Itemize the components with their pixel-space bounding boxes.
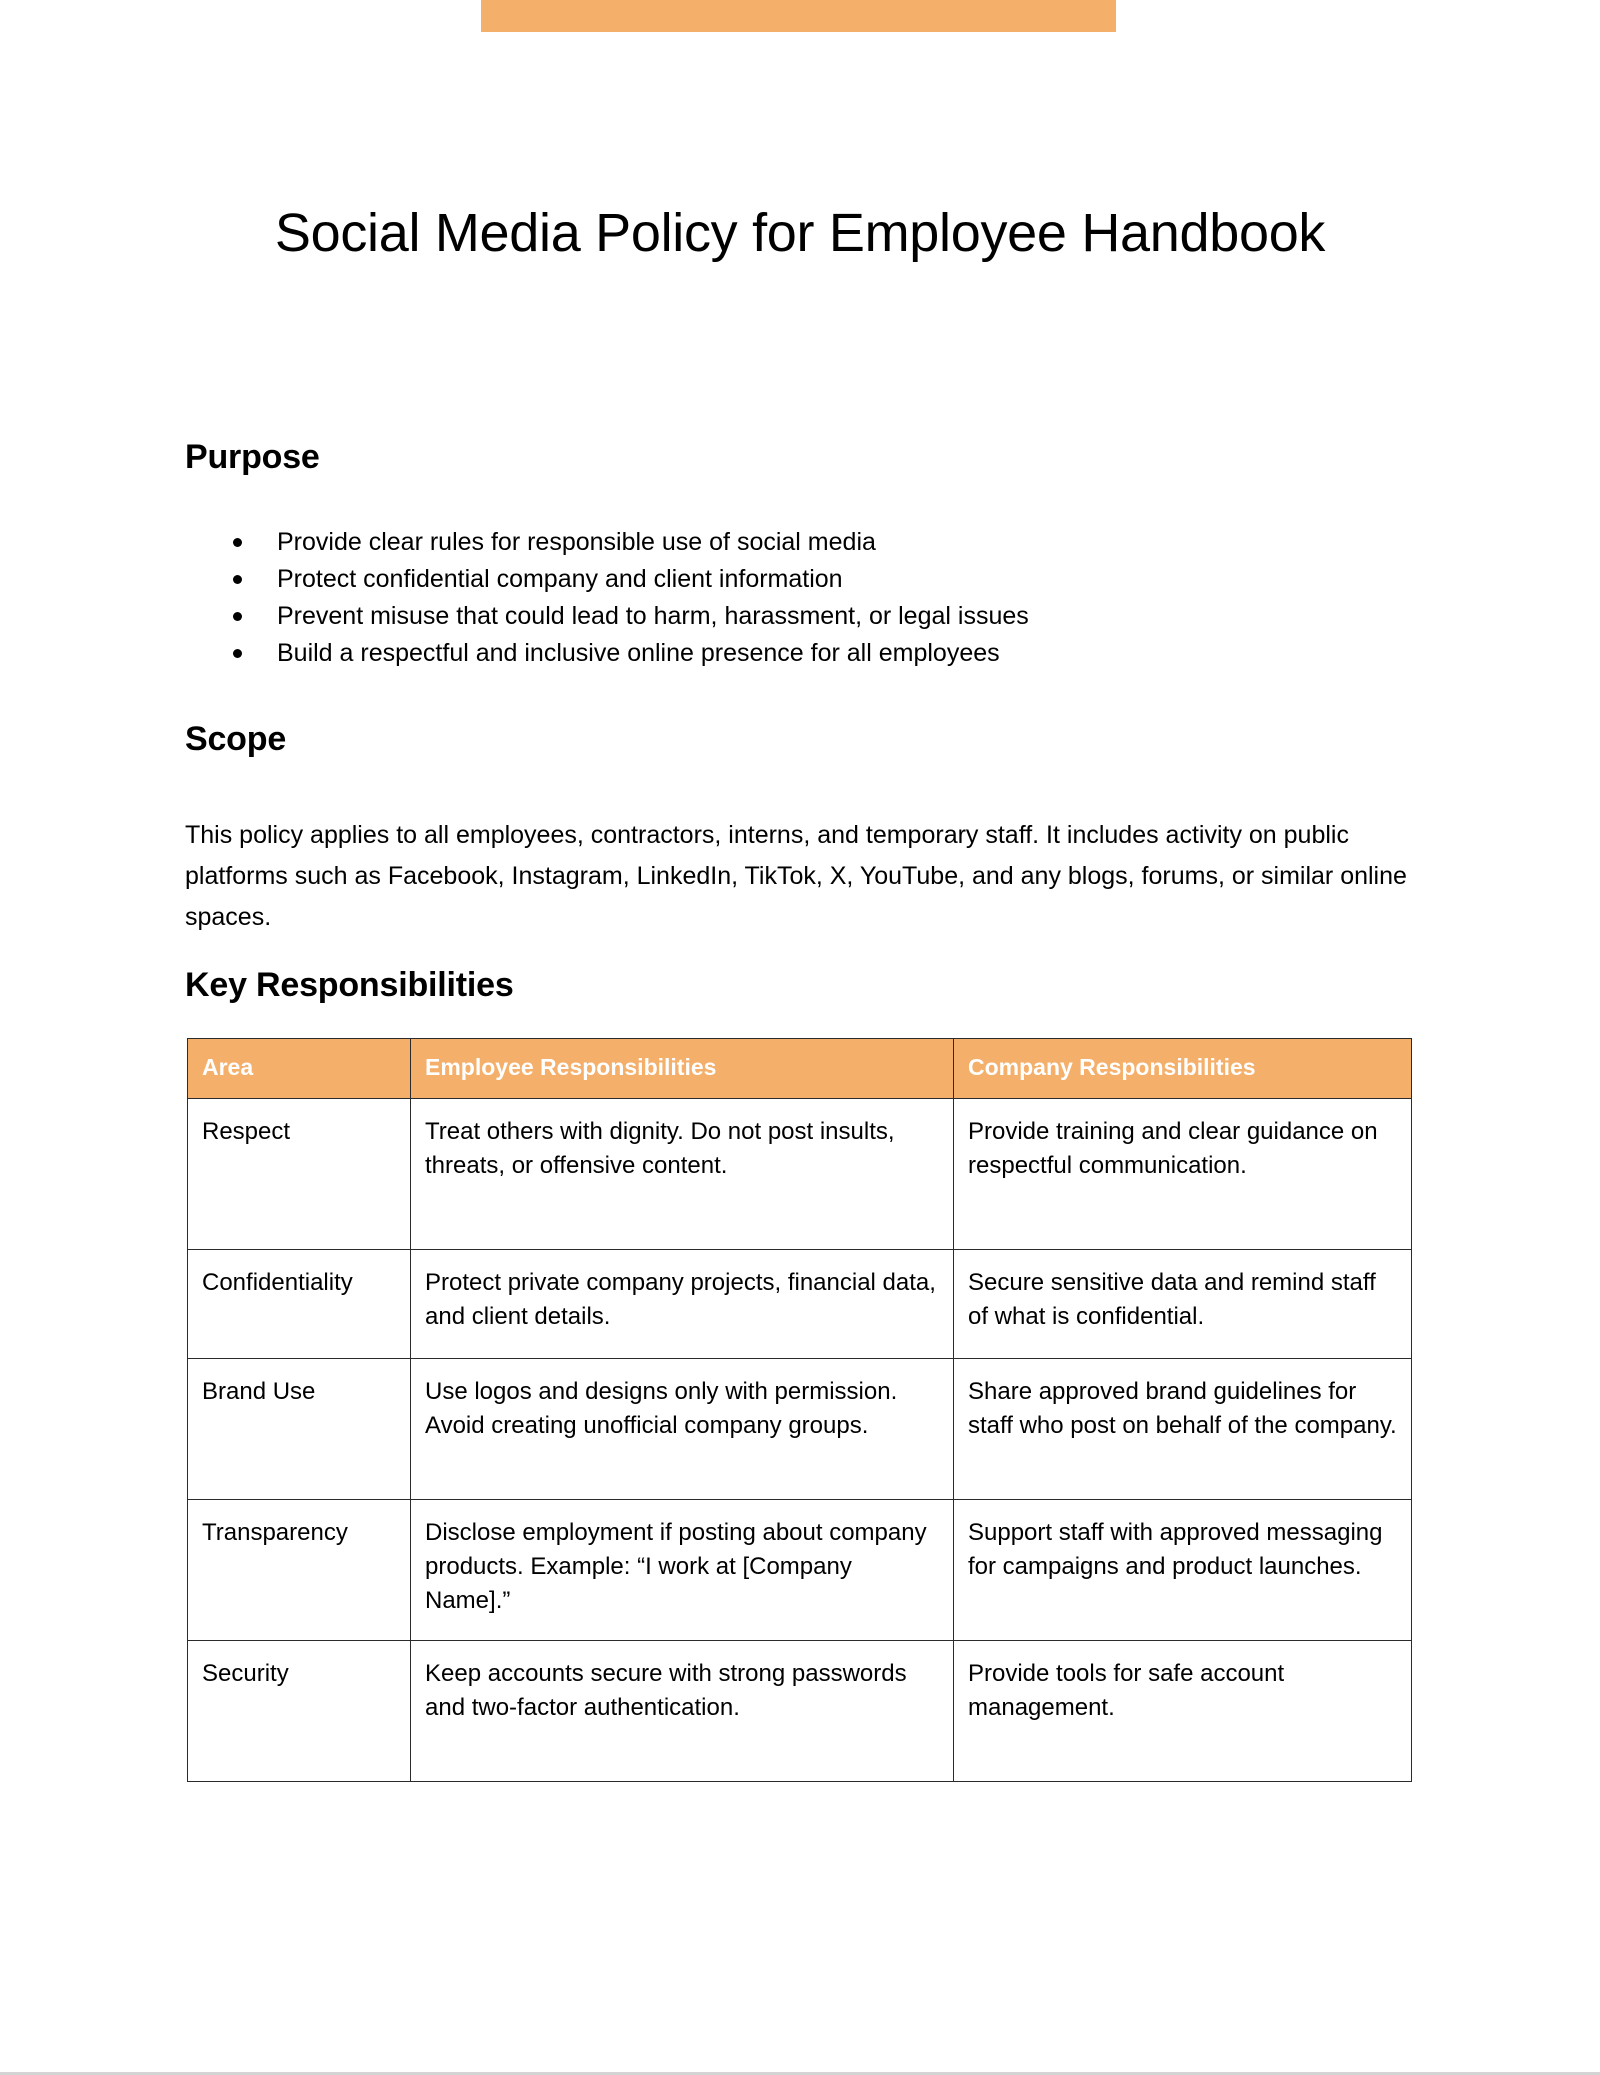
cell-company: Provide training and clear guidance on respectful communication. <box>954 1098 1412 1249</box>
list-item <box>185 524 1415 561</box>
cell-company: Support staff with approved messaging for campaigns and product launches. <box>954 1499 1412 1640</box>
bullet-dot-icon <box>233 575 242 584</box>
table-row <box>188 1098 1412 1249</box>
table-header-row <box>188 1039 1412 1099</box>
table-row <box>188 1358 1412 1499</box>
section-heading-key-responsibilities: Key Responsibilities <box>185 966 514 1004</box>
list-item-label: Build a respectful and inclusive online presence for all employees <box>277 639 1000 667</box>
table-row <box>188 1499 1412 1640</box>
key-responsibilities-table <box>187 1038 1412 1782</box>
list-item <box>185 598 1415 635</box>
purpose-bullet-list <box>185 524 1415 672</box>
cell-employee: Protect private company projects, financial data, and client details. <box>411 1249 954 1358</box>
column-header-employee-responsibilities: Employee Responsibilities <box>411 1039 954 1099</box>
list-item-label: Provide clear rules for responsible use of social media <box>277 528 876 556</box>
cell-employee: Use logos and designs only with permission. Avoid creating unofficial company groups. <box>411 1358 954 1499</box>
cell-company: Provide tools for safe account management. <box>954 1640 1412 1781</box>
header-accent-bar <box>481 0 1116 32</box>
table-row <box>188 1249 1412 1358</box>
cell-area: Transparency <box>188 1499 411 1640</box>
section-heading-purpose: Purpose <box>185 438 320 476</box>
cell-employee: Disclose employment if posting about company products. Example: “I work at [Company Name].” <box>411 1499 954 1640</box>
cell-area: Confidentiality <box>188 1249 411 1358</box>
table-row <box>188 1640 1412 1781</box>
cell-area: Brand Use <box>188 1358 411 1499</box>
cell-employee: Treat others with dignity. Do not post insults, threats, or offensive content. <box>411 1098 954 1249</box>
cell-company: Share approved brand guidelines for staff who post on behalf of the company. <box>954 1358 1412 1499</box>
cell-employee: Keep accounts secure with strong passwords and two-factor authentication. <box>411 1640 954 1781</box>
list-item <box>185 635 1415 672</box>
cell-area: Security <box>188 1640 411 1781</box>
list-item-label: Protect confidential company and client information <box>277 565 843 593</box>
section-heading-scope: Scope <box>185 720 287 758</box>
column-header-area: Area <box>188 1039 411 1099</box>
scope-paragraph: This policy applies to all employees, contractors, interns, and temporary staff. It includes activity on public platforms such as Facebook, Instagram, LinkedIn, TikTok, X, YouTube, and any blogs, forums, or similar online spaces. <box>185 821 1407 931</box>
bullet-dot-icon <box>233 538 242 547</box>
column-header-company-responsibilities: Company Responsibilities <box>954 1039 1412 1099</box>
list-item <box>185 561 1415 598</box>
cell-area: Respect <box>188 1098 411 1249</box>
cell-company: Secure sensitive data and remind staff of what is confidential. <box>954 1249 1412 1358</box>
list-item-label: Prevent misuse that could lead to harm, harassment, or legal issues <box>277 602 1029 630</box>
bullet-dot-icon <box>233 649 242 658</box>
page-title: Social Media Policy for Employee Handbook <box>274 203 1326 263</box>
bullet-dot-icon <box>233 612 242 621</box>
